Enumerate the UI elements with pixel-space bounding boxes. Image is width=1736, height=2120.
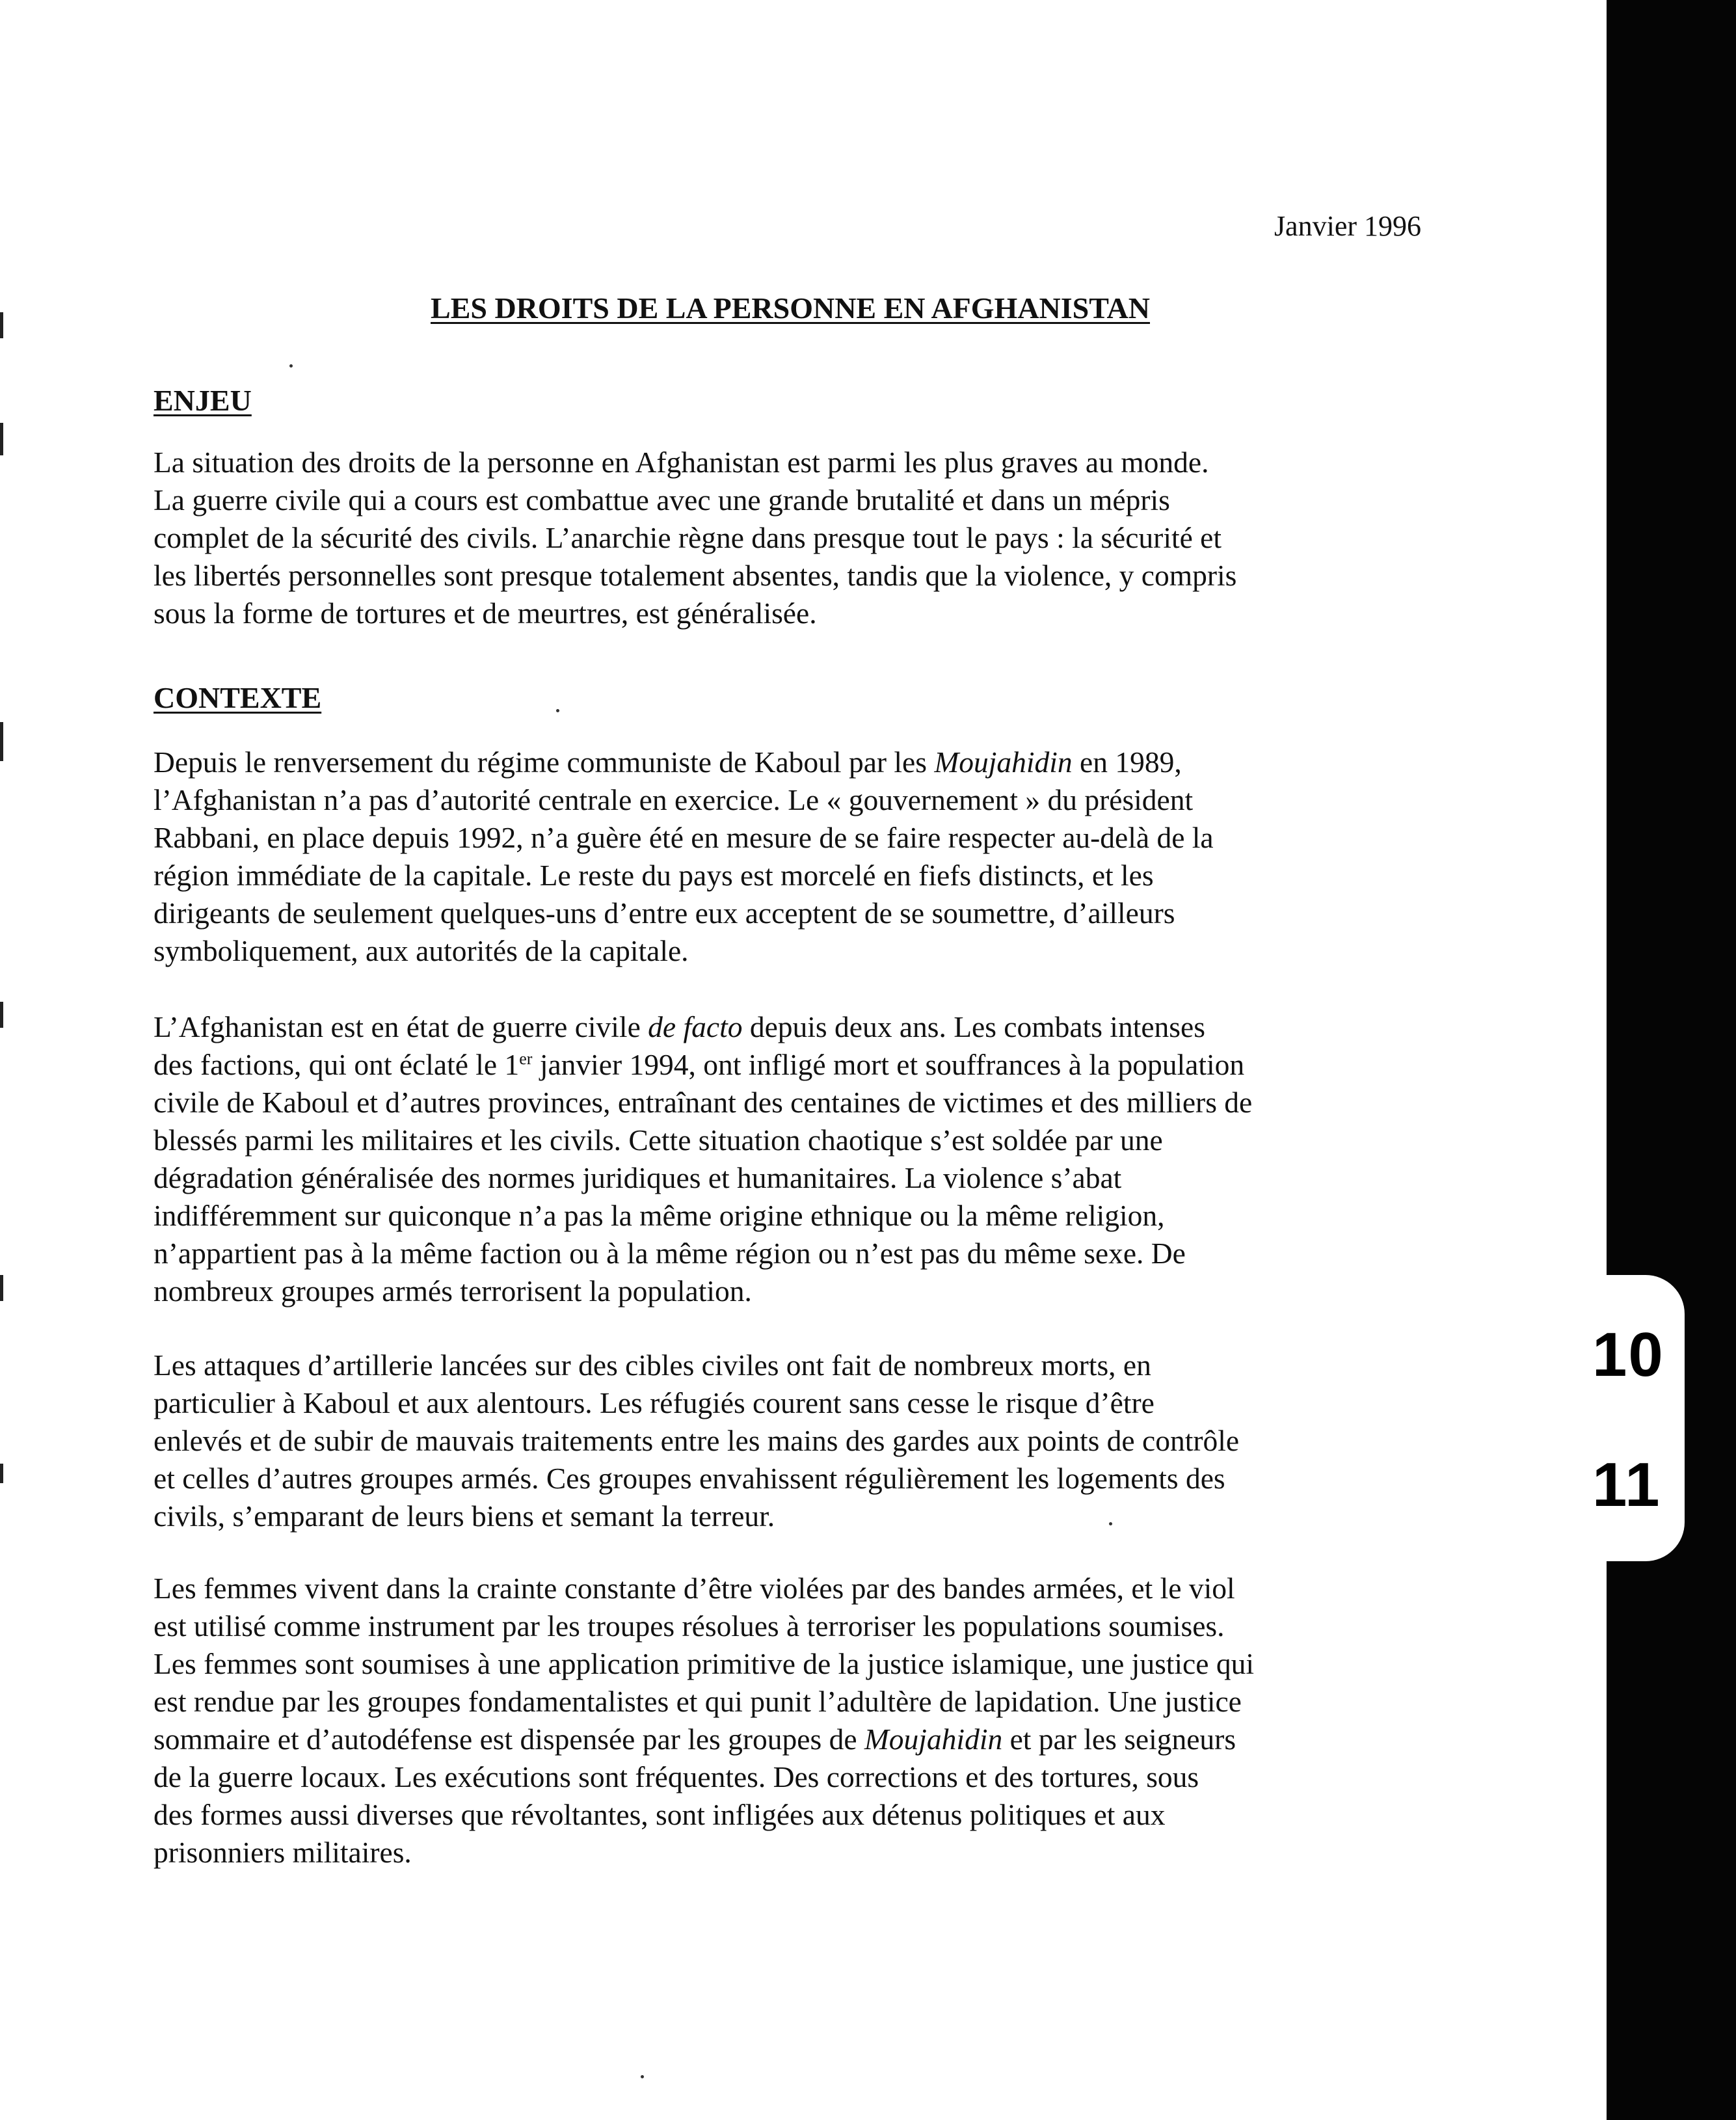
left-edge-mark <box>0 722 3 761</box>
text-line: La situation des droits de la personne en Afghanistan est parmi les plus graves au monde. <box>154 446 1209 479</box>
text-run: depuis deux ans. Les combats intenses <box>749 1010 1205 1043</box>
left-edge-mark <box>0 1275 3 1301</box>
paragraph-contexte-1 <box>154 744 1432 970</box>
text-line: particulier à Kaboul et aux alentours. Les réfugiés courent sans cesse le risque d’être <box>154 1386 1155 1419</box>
text-line: nombreux groupes armés terrorisent la population. <box>154 1274 752 1308</box>
text-line: symboliquement, aux autorités de la capitale. <box>154 934 689 967</box>
text-line: dirigeants de seulement quelques-uns d’entre eux acceptent de se soumettre, d’ailleurs <box>154 896 1175 930</box>
paragraph-contexte-3 <box>154 1347 1432 1535</box>
text-line: prisonniers militaires. <box>154 1836 412 1869</box>
scan-speck <box>641 2075 644 2078</box>
text-line <box>154 744 1432 781</box>
text-line: est utilisé comme instrument par les troupes résolues à terroriser les populations soumises. <box>154 1609 1225 1643</box>
text-line <box>154 1046 1432 1084</box>
text-line: Les attaques d’artillerie lancées sur des cibles civiles ont fait de nombreux morts, en <box>154 1348 1151 1382</box>
scan-speck <box>556 709 559 712</box>
text-line: blessés parmi les militaires et les civils. Cette situation chaotique s’est soldée par une <box>154 1123 1163 1157</box>
left-edge-mark <box>0 1464 3 1483</box>
text-line: complet de la sécurité des civils. L’anarchie règne dans presque tout le pays : la sécurité et <box>154 521 1222 554</box>
left-edge-mark <box>0 423 3 455</box>
scan-edge-black <box>1607 0 1736 2120</box>
text-line: civile de Kaboul et d’autres provinces, entraînant des centaines de victimes et des milliers de <box>154 1086 1253 1119</box>
left-edge-mark <box>0 1002 3 1028</box>
text-line: et celles d’autres groupes armés. Ces groupes envahissent régulièrement les logements des <box>154 1462 1225 1495</box>
text-line: La guerre civile qui a cours est combattue avec une grande brutalité et dans un mépris <box>154 483 1170 517</box>
tab-number-11: 11 <box>1592 1450 1661 1520</box>
text-line: de la guerre locaux. Les exécutions sont fréquentes. Des corrections et des tortures, sous <box>154 1760 1199 1793</box>
italic-term: Moujahidin <box>864 1723 1003 1756</box>
text-line: des formes aussi diverses que révoltantes, sont infligées aux détenus politiques et aux <box>154 1798 1166 1831</box>
text-line: l’Afghanistan n’a pas d’autorité centrale en exercice. Le « gouvernement » du président <box>154 783 1194 816</box>
text-line: Les femmes sont soumises à une application primitive de la justice islamique, une justice qui <box>154 1647 1254 1680</box>
text-line: civils, s’emparant de leurs biens et semant la terreur. <box>154 1499 775 1533</box>
text-run: janvier 1994, ont infligé mort et souffrances à la population <box>539 1048 1245 1081</box>
document-title: LES DROITS DE LA PERSONNE EN AFGHANISTAN <box>431 291 1150 325</box>
tab-number-10: 10 <box>1592 1320 1664 1389</box>
text-line: enlevés et de subir de mauvais traitements entre les mains des gardes aux points de contrôle <box>154 1424 1240 1457</box>
text-line <box>154 1008 1432 1046</box>
text-line: Les femmes vivent dans la crainte constante d’être violées par des bandes armées, et le viol <box>154 1572 1235 1605</box>
italic-term: de facto <box>648 1010 743 1043</box>
text-line: n’appartient pas à la même faction ou à la même région ou n’est pas du même sexe. De <box>154 1237 1186 1270</box>
text-line: Rabbani, en place depuis 1992, n’a guère été en mesure de se faire respecter au-delà de la <box>154 821 1214 854</box>
paragraph-contexte-4 <box>154 1570 1432 1872</box>
text-run: et par les seigneurs <box>1009 1723 1236 1756</box>
paragraph-enjeu <box>154 444 1432 632</box>
text-run: des factions, qui ont éclaté le 1 <box>154 1048 520 1081</box>
text-line: les libertés personnelles sont presque totalement absentes, tandis que la violence, y compris <box>154 559 1237 592</box>
section-heading-enjeu: ENJEU <box>154 384 252 417</box>
text-run: sommaire et d’autodéfense est dispensée par les groupes de <box>154 1723 857 1756</box>
text-line: dégradation généralisée des normes juridiques et humanitaires. La violence s’abat <box>154 1161 1122 1194</box>
text-run: Depuis le renversement du régime communiste de Kaboul par les <box>154 745 927 779</box>
text-line: est rendue par les groupes fondamentalistes et qui punit l’adultère de lapidation. Une justice <box>154 1685 1242 1718</box>
section-heading-contexte: CONTEXTE <box>154 681 322 714</box>
paragraph-contexte-2 <box>154 1008 1432 1310</box>
scan-speck <box>289 364 293 368</box>
text-run: L’Afghanistan est en état de guerre civile <box>154 1010 641 1043</box>
text-line: indifféremment sur quiconque n’a pas la même origine ethnique ou la même religion, <box>154 1199 1165 1232</box>
italic-term: Moujahidin <box>934 745 1073 779</box>
document-date: Janvier 1996 <box>1274 210 1421 242</box>
text-run: en 1989, <box>1080 745 1182 779</box>
superscript: er <box>519 1049 533 1068</box>
text-line: région immédiate de la capitale. Le reste du pays est morcelé en fiefs distincts, et les <box>154 859 1154 892</box>
text-line <box>154 1721 1432 1758</box>
text-line: sous la forme de tortures et de meurtres, est généralisée. <box>154 597 817 630</box>
